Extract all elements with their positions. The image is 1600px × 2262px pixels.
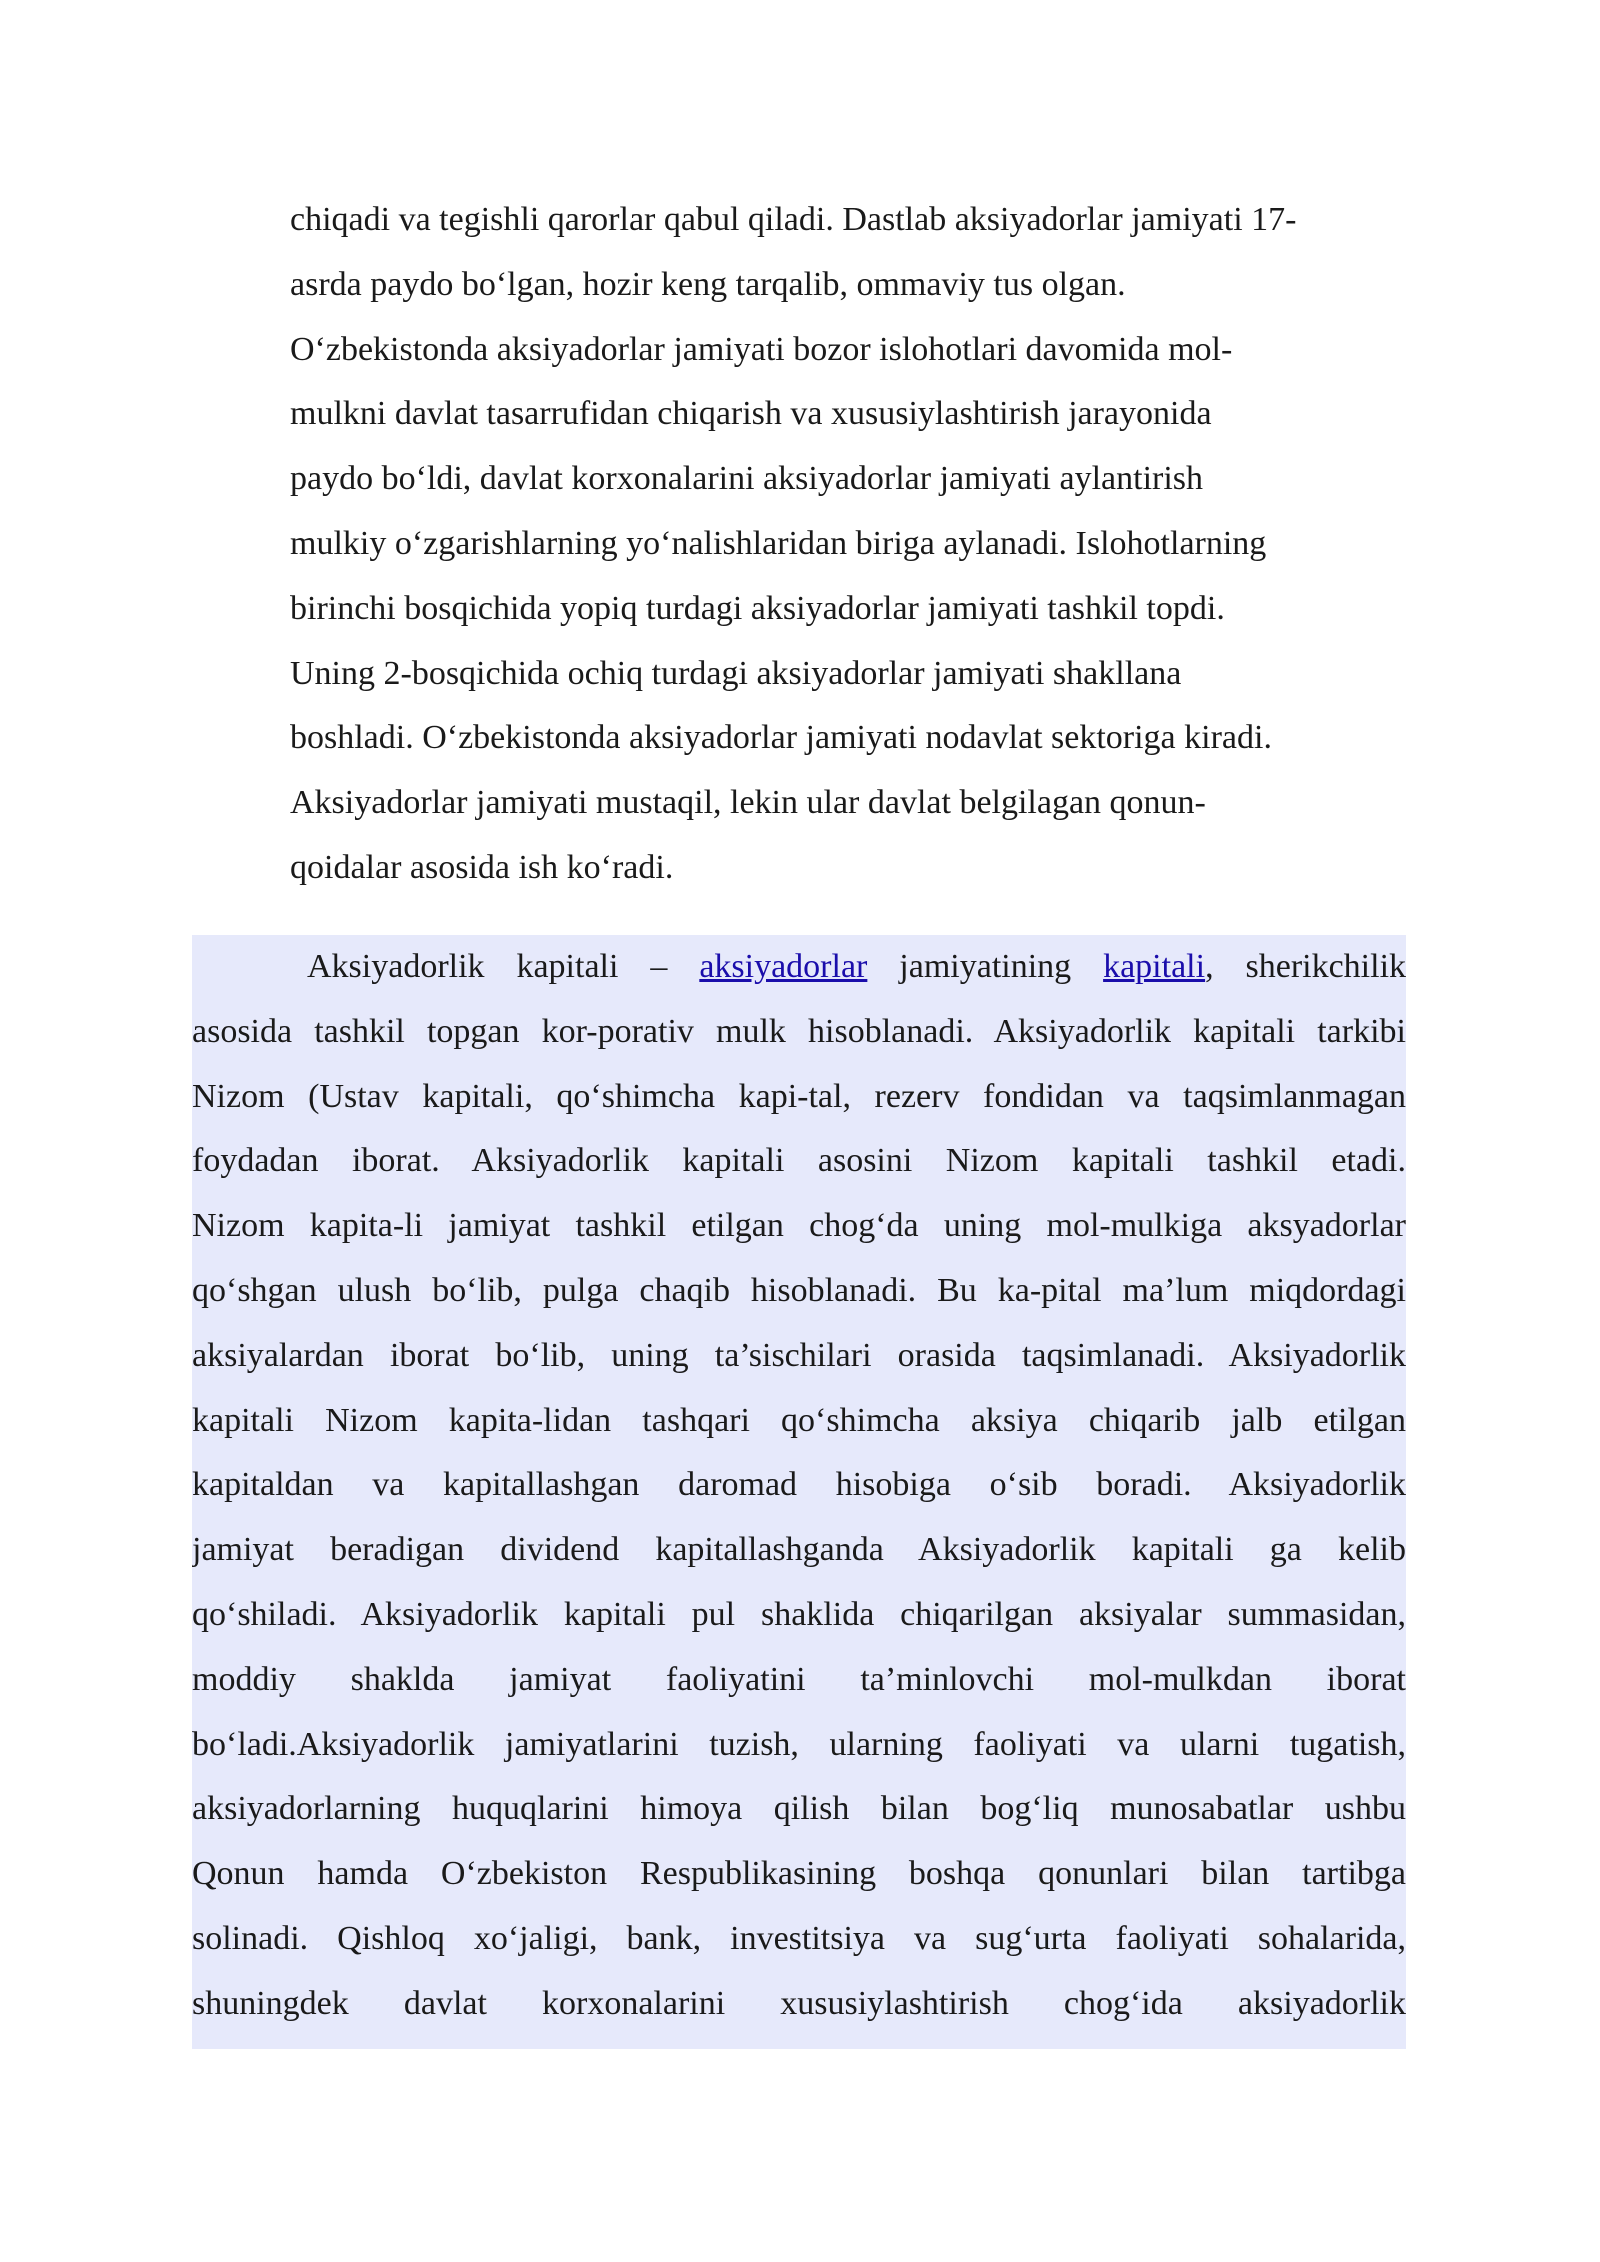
link-aksiyadorlar[interactable]: aksiyadorlar — [699, 948, 868, 985]
text-line: boshladi. O‘zbekistonda aksiyadorlar jamiyati nodavlat sektoriga kiradi. — [290, 719, 1272, 757]
text-line: qo‘shgan ulush bo‘lib, pulga chaqib hisoblanadi. Bu ka-pital ma’lum miqdordagi — [192, 1271, 1406, 1309]
text-fragment: , sherikchilik — [1205, 948, 1406, 985]
paragraph-2-highlighted — [192, 935, 1406, 2049]
text-line: paydo bo‘ldi, davlat korxonalarini aksiyadorlar jamiyati aylantirish — [290, 460, 1204, 498]
text-line: aksiyalardan iborat bo‘lib, uning ta’sischilari orasida taqsimlanadi. Aksiyadorlik — [192, 1336, 1406, 1374]
text-line: Nizom kapita-li jamiyat tashkil etilgan chog‘da uning mol-mulkiga aksyadorlar — [192, 1207, 1406, 1245]
text-line: moddiy shaklda jamiyat faoliyatini ta’minlovchi mol-mulkdan iborat — [192, 1660, 1406, 1698]
text-line: solinadi. Qishloq xo‘jaligi, bank, investitsiya va sug‘urta faoliyati sohalarida, — [192, 1919, 1406, 1957]
text-line: Qonun hamda O‘zbekiston Respublikasining boshqa qonunlari bilan tartibga — [192, 1855, 1406, 1893]
text-line: Aksiyadorlar jamiyati mustaqil, lekin ular davlat belgilagan qonun- — [290, 784, 1206, 822]
text-line-first — [192, 935, 1406, 1000]
text-line: kapitaldan va kapitallashgan daromad hisobiga o‘sib boradi. Aksiyadorlik — [192, 1466, 1406, 1504]
text-line: foydadan iborat. Aksiyadorlik kapitali asosini Nizom kapitali tashkil etadi. — [192, 1142, 1406, 1180]
text-line: Uning 2-bosqichida ochiq turdagi aksiyadorlar jamiyati shakllana — [290, 654, 1182, 692]
text-line: kapitali Nizom kapita-lidan tashqari qo‘shimcha aksiya chiqarib jalb etilgan — [192, 1401, 1406, 1439]
text-fragment: Aksiyadorlik kapitali – — [307, 948, 668, 985]
paragraph-1 — [290, 188, 1410, 901]
text-line: aksiyadorlarning huquqlarini himoya qilish bilan bog‘liq munosabatlar ushbu — [192, 1790, 1406, 1828]
text-line: jamiyat beradigan dividend kapitallashganda Aksiyadorlik kapitali ga kelib — [192, 1531, 1406, 1569]
text-line: mulkiy o‘zgarishlarning yo‘nalishlaridan biriga aylanadi. Islohotlarning — [290, 524, 1267, 562]
text-line: O‘zbekistonda aksiyadorlar jamiyati bozor islohotlari davomida mol- — [290, 330, 1233, 368]
text-line: chiqadi va tegishli qarorlar qabul qiladi. Dastlab aksiyadorlar jamiyati 17- — [290, 201, 1297, 238]
text-line: qoidalar asosida ish ko‘radi. — [290, 848, 674, 886]
text-line: asosida tashkil topgan kor-porativ mulk hisoblanadi. Aksiyadorlik kapitali tarkibi — [192, 1012, 1406, 1050]
text-fragment: jamiyatining — [899, 948, 1072, 985]
text-line: asrda paydo bo‘lgan, hozir keng tarqalib, ommaviy tus olgan. — [290, 265, 1126, 303]
text-line: shuningdek davlat korxonalarini xususiylashtirish chog‘ida aksiyadorlik — [192, 1984, 1406, 2022]
text-line: birinchi bosqichida yopiq turdagi aksiyadorlar jamiyati tashkil topdi. — [290, 589, 1225, 627]
text-line: mulkni davlat tasarrufidan chiqarish va xususiylashtirish jarayonida — [290, 395, 1212, 433]
text-line: qo‘shiladi. Aksiyadorlik kapitali pul shaklida chiqarilgan aksiyalar summasidan, — [192, 1595, 1406, 1633]
text-line: Nizom (Ustav kapitali, qo‘shimcha kapi-tal, rezerv fondidan va taqsimlanmagan — [192, 1077, 1406, 1115]
text-line: bo‘ladi.Aksiyadorlik jamiyatlarini tuzish, ularning faoliyati va ularni tugatish, — [192, 1725, 1406, 1763]
link-kapitali[interactable]: kapitali — [1103, 948, 1206, 985]
